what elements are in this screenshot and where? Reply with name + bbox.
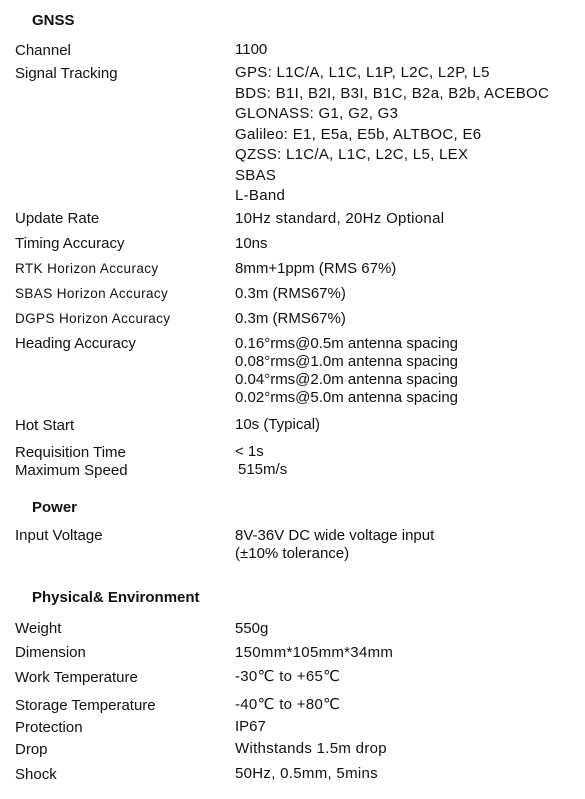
heading-accuracy-2-0m: 0.04°rms@2.0m antenna spacing (235, 371, 459, 388)
section-heading-gnss: GNSS (32, 12, 75, 29)
protection-value: IP67 (235, 718, 266, 735)
hot-start-value: 10s (Typical) (235, 416, 321, 433)
drop-value: Withstands 1.5m drop (235, 740, 387, 757)
rtk-horizon-accuracy-label: RTK Horizon Accuracy (15, 261, 159, 276)
heading-accuracy-0-5m: 0.16°rms@0.5m antenna spacing (235, 335, 459, 352)
weight-label: Weight (15, 620, 62, 637)
storage-temperature-label: Storage Temperature (15, 697, 156, 714)
requisition-time-label: Requisition Time (15, 444, 126, 461)
dimension-value: 150mm*105mm*34mm (235, 644, 394, 661)
signal-tracking-galileo: Galileo: E1, E5a, E5b, ALTBOC, E6 (235, 125, 482, 143)
input-voltage-label: Input Voltage (15, 527, 103, 544)
input-voltage-tolerance: (±10% tolerance) (235, 545, 350, 562)
maximum-speed-label: Maximum Speed (15, 462, 128, 479)
section-heading-physical-environment: Physical& Environment (32, 589, 200, 606)
rtk-horizon-accuracy-value: 8mm+1ppm (RMS 67%) (235, 260, 397, 277)
shock-label: Shock (15, 766, 57, 783)
sbas-horizon-accuracy-value: 0.3m (RMS67%) (235, 285, 346, 302)
maximum-speed-value: 515m/s (238, 461, 288, 478)
update-rate-value: 10Hz standard, 20Hz Optional (235, 210, 445, 227)
channel-value: 1100 (235, 41, 268, 58)
requisition-time-value: < 1s (235, 443, 264, 460)
signal-tracking-label: Signal Tracking (15, 65, 118, 82)
heading-accuracy-value (235, 335, 458, 407)
weight-value: 550g (235, 620, 269, 637)
heading-accuracy-label: Heading Accuracy (15, 335, 136, 352)
dgps-horizon-accuracy-value: 0.3m (RMS67%) (235, 310, 346, 327)
shock-value: 50Hz, 0.5mm, 5mins (235, 765, 378, 782)
dgps-horizon-accuracy-label: DGPS Horizon Accuracy (15, 311, 171, 326)
drop-label: Drop (15, 741, 48, 758)
protection-label: Protection (15, 719, 83, 736)
hot-start-label: Hot Start (15, 417, 75, 434)
signal-tracking-lband: L-Band (235, 187, 286, 204)
work-temperature-label: Work Temperature (15, 669, 138, 686)
heading-accuracy-1-0m: 0.08°rms@1.0m antenna spacing (235, 353, 459, 370)
channel-label: Channel (15, 42, 71, 59)
work-temperature-value: -30℃ to +65℃ (235, 668, 341, 685)
input-voltage-range: 8V-36V DC wide voltage input (235, 527, 435, 544)
timing-accuracy-value: 10ns (235, 235, 268, 252)
signal-tracking-value (235, 63, 549, 207)
section-heading-power: Power (32, 499, 78, 516)
update-rate-label: Update Rate (15, 210, 100, 227)
timing-accuracy-label: Timing Accuracy (15, 235, 125, 252)
signal-tracking-qzss: QZSS: L1C/A, L1C, L2C, L5, LEX (235, 146, 469, 163)
sbas-horizon-accuracy-label: SBAS Horizon Accuracy (15, 286, 169, 301)
signal-tracking-glonass: GLONASS: G1, G2, G3 (235, 105, 399, 122)
signal-tracking-gps: GPS: L1C/A, L1C, L1P, L2C, L2P, L5 (235, 64, 490, 81)
storage-temperature-value: -40℃ to +80℃ (235, 696, 341, 713)
input-voltage-value (235, 527, 434, 563)
signal-tracking-sbas: SBAS (235, 166, 277, 184)
dimension-label: Dimension (15, 644, 86, 661)
signal-tracking-bds: BDS: B1I, B2I, B3I, B1C, B2a, B2b, ACEBOC (235, 84, 550, 102)
heading-accuracy-5-0m: 0.02°rms@5.0m antenna spacing (235, 389, 459, 406)
